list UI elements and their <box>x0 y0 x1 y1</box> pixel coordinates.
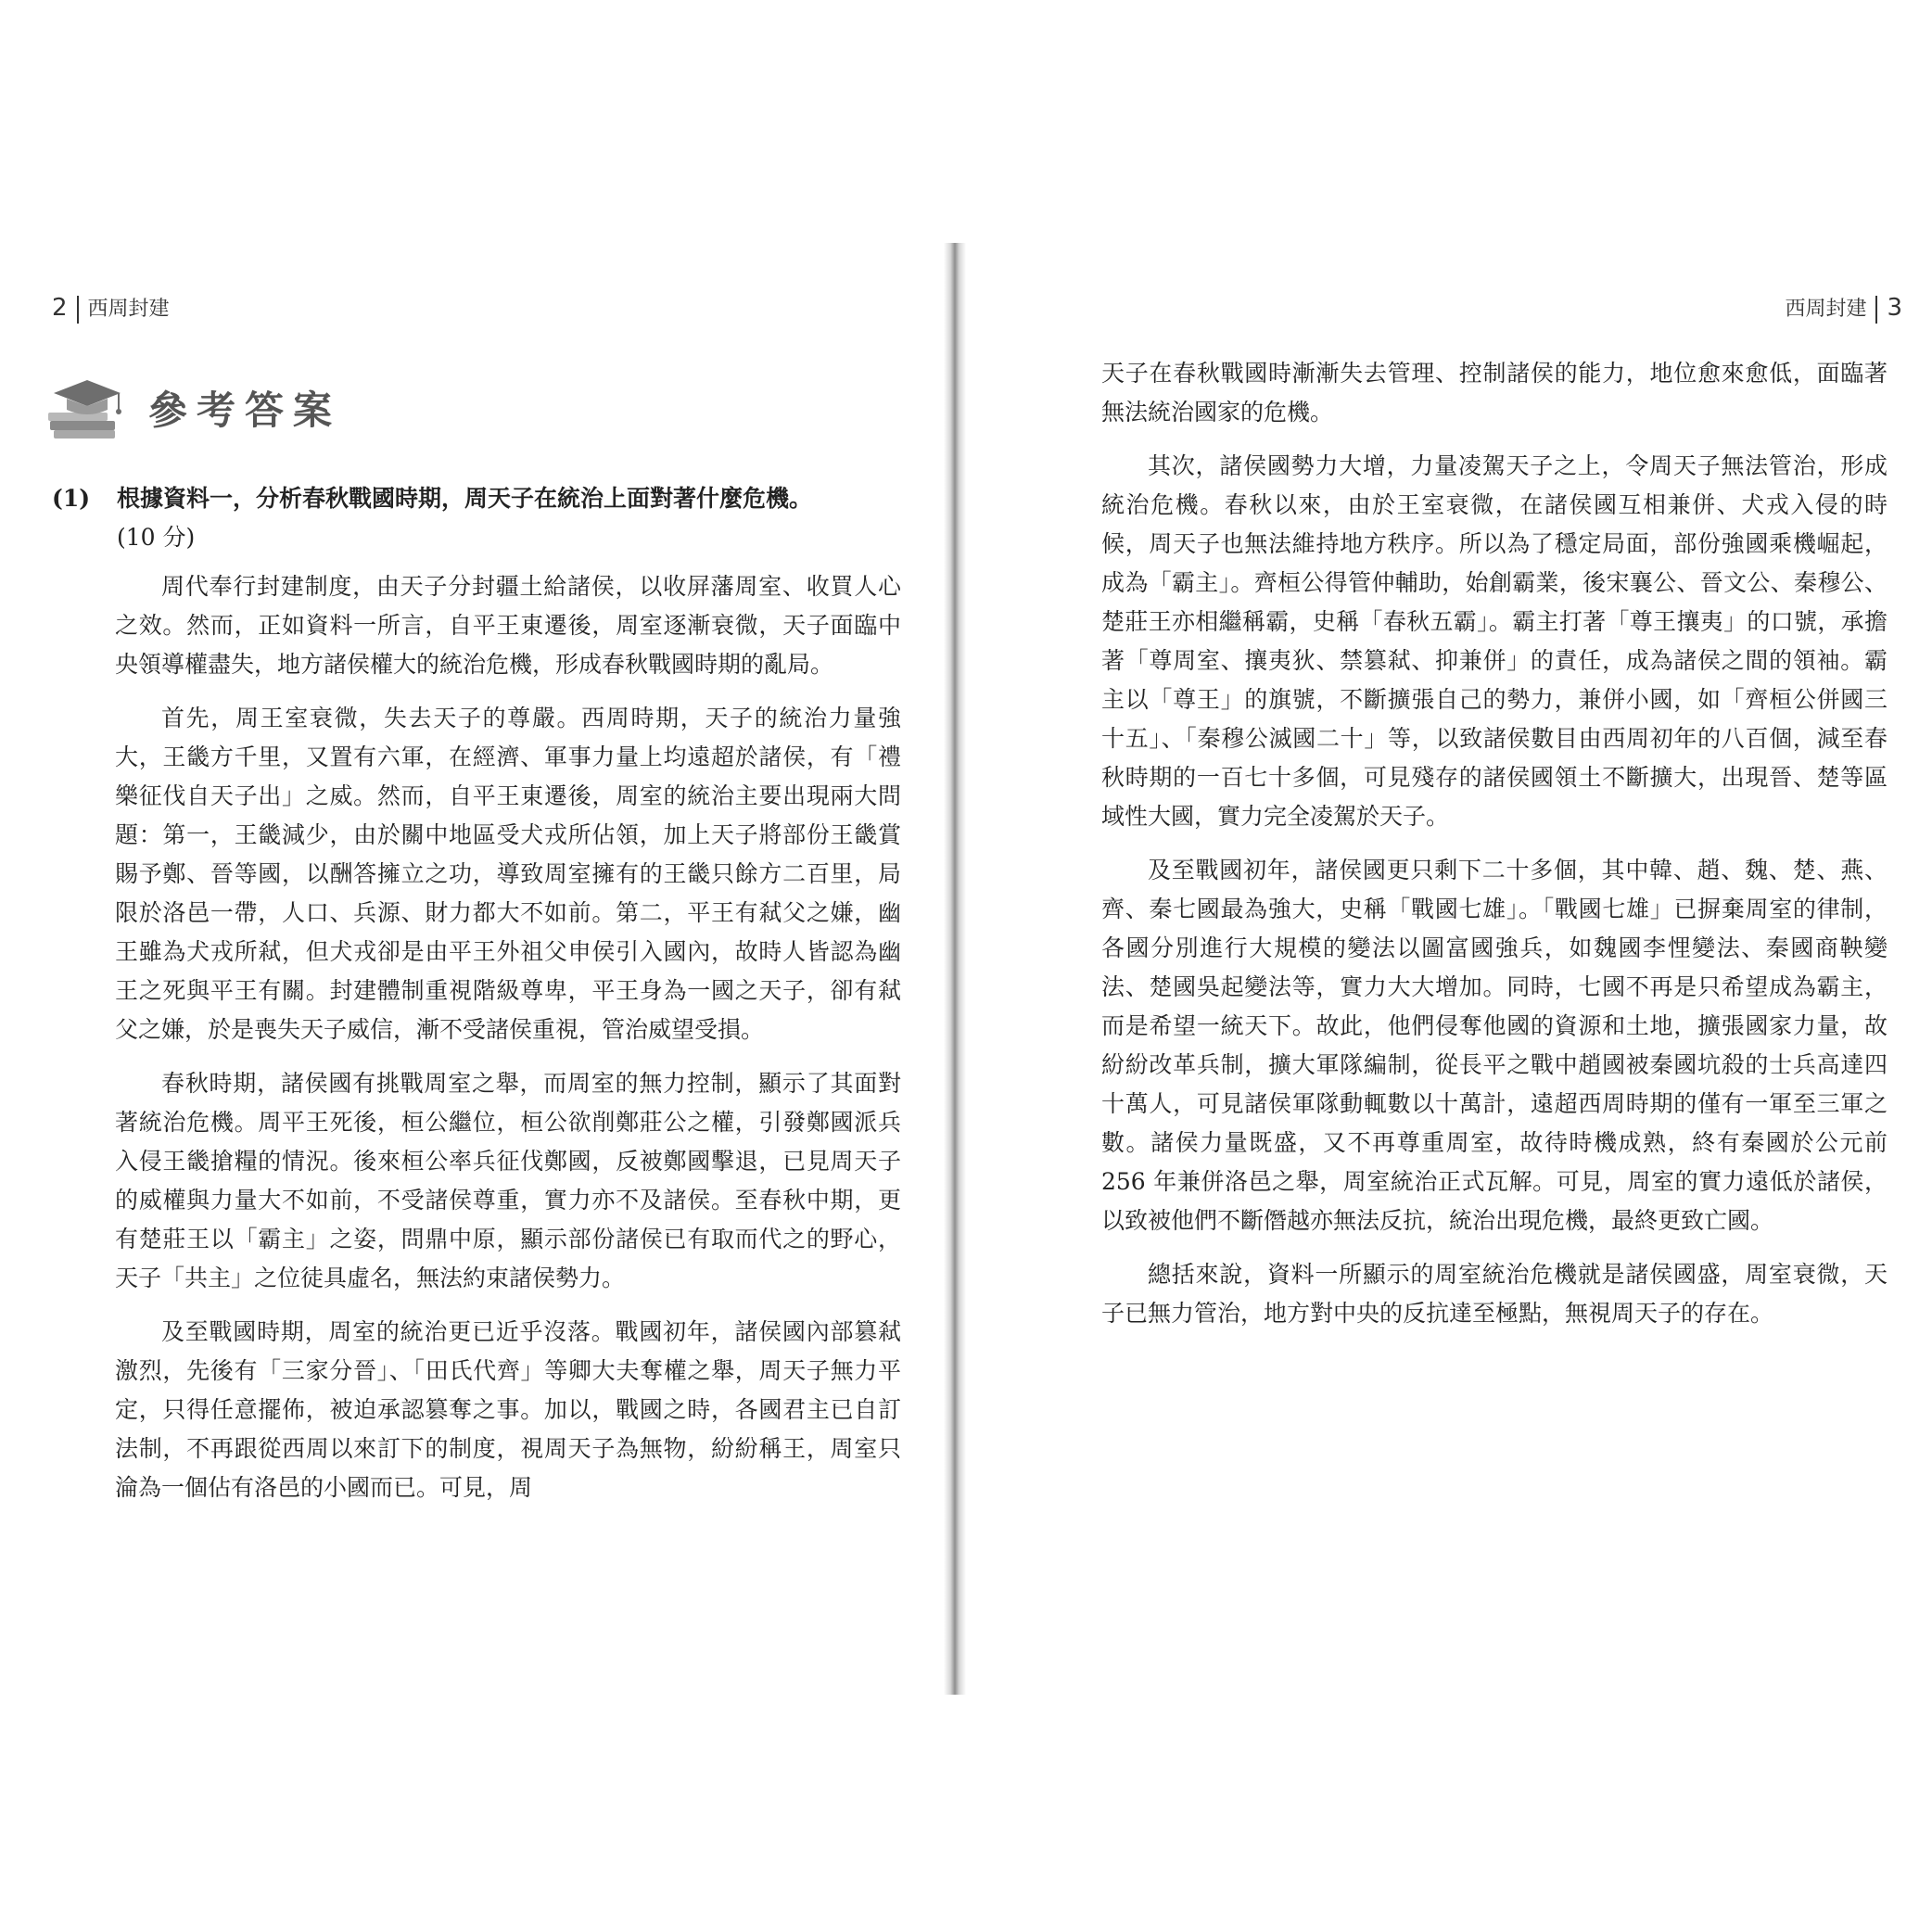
header-divider <box>77 296 79 324</box>
right-page <box>955 243 1932 1695</box>
answer-paragraph: 及至戰國時期，周室的統治更已近乎沒落。戰國初年，諸侯國內部篡弒激烈，先後有「三家分晉」、「田氏代齊」等卿大夫奪權之舉，周天子無力平定，只得任意擺佈，被迫承認篡奪之事。加以，戰國之時，各國君主已自訂法制，不再跟從西周以來訂下的制度，視周天子為無物，紛紛稱王，周室只淪為一個佔有洛邑的小國而已。可見，周 <box>115 1318 901 1501</box>
answer-heading <box>46 373 341 443</box>
answer-section-title: 參考答案 <box>148 388 342 433</box>
question-number: (1) <box>52 485 91 512</box>
left-chapter-title: 西周封建 <box>87 298 170 321</box>
left-page <box>0 243 955 1695</box>
right-page-number: 3 <box>1887 294 1902 322</box>
right-page-header <box>1785 293 1902 324</box>
left-answer-body <box>115 567 901 1522</box>
graduation-cap-books-icon <box>46 373 124 443</box>
left-page-number: 2 <box>52 294 68 322</box>
left-page-header <box>52 293 170 324</box>
answer-paragraph: 周代奉行封建制度，由天子分封疆土給諸侯，以收屏藩周室、收買人心之效。然而，正如資料一所言，自平王東遷後，周室逐漸衰微，天子面臨中央領導權盡失，地方諸侯權大的統治危機，形成春秋戰國時期的亂局。 <box>115 573 901 678</box>
answer-paragraph: 其次，諸侯國勢力大增，力量凌駕天子之上，令周天子無法管治，形成統治危機。春秋以來，由於王室衰微，在諸侯國互相兼併、犬戎入侵的時候，周天子也無法維持地方秩序。所以為了穩定局面，部份強國乘機崛起，成為「霸主」。齊桓公得管仲輔助，始創霸業，後宋襄公、晉文公、秦穆公、楚莊王亦相繼稱霸，史稱「春秋五霸」。霸主打著「尊王攘夷」的口號，承擔著「尊周室、攘夷狄、禁篡弒、抑兼併」的責任，成為諸侯之間的領袖。霸主以「尊王」的旗號，不斷擴張自己的勢力，兼併小國，如「齊桓公併國三十五」、「秦穆公滅國二十」等，以致諸侯數目由西周初年的八百個，減至春秋時期的一百七十多個，可見殘存的諸侯國領土不斷擴大，出現晉、楚等區域性大國，實力完全凌駕於天子。 <box>1101 452 1888 830</box>
header-divider <box>1875 296 1877 324</box>
question-text: 根據資料一，分析春秋戰國時期，周天子在統治上面對著什麼危機。 <box>117 485 813 512</box>
answer-paragraph: 春秋時期，諸侯國有挑戰周室之舉，而周室的無力控制，顯示了其面對著統治危機。周平王死後，桓公繼位，桓公欲削鄭莊公之權，引發鄭國派兵入侵王畿搶糧的情況。後來桓公率兵征伐鄭國，反被鄭國擊退，已見周天子的威權與力量大不如前，不受諸侯尊重，實力亦不及諸侯。至春秋中期，更有楚莊王以「霸主」之姿，問鼎中原，顯示部份諸侯已有取而代之的野心，天子「共主」之位徒具虛名，無法約束諸侯勢力。 <box>115 1070 901 1291</box>
right-chapter-title: 西周封建 <box>1785 298 1867 321</box>
answer-paragraph-continuation: 天子在春秋戰國時漸漸失去管理、控制諸侯的能力，地位愈來愈低，面臨著無法統治國家的危機。 <box>1101 360 1888 426</box>
question-score: (10 分) <box>117 524 196 551</box>
question-item <box>52 479 905 557</box>
right-answer-body <box>1101 354 1888 1348</box>
answer-paragraph: 及至戰國初年，諸侯國更只剩下二十多個，其中韓、趙、魏、楚、燕、齊、秦七國最為強大，史稱「戰國七雄」。「戰國七雄」已摒棄周室的律制，各國分別進行大規模的變法以圖富國強兵，如魏國李悝變法、秦國商鞅變法、楚國吳起變法等，實力大大增加。同時，七國不再是只希望成為霸主，而是希望一統天下。故此，他們侵奪他國的資源和土地，擴張國家力量，故紛紛改革兵制，擴大軍隊編制，從長平之戰中趙國被秦國坑殺的士兵高達四十萬人，可見諸侯軍隊動輒數以十萬計，遠超西周時期的僅有一軍至三軍之數。諸侯力量既盛，又不再尊重周室，故待時機成熟，終有秦國於公元前 256 年兼併洛邑之舉，周室統治正式瓦解。可見，周室的實力遠低於諸侯，以致被他們不斷僭越亦無法反抗，統治出現危機，最終更致亡國。 <box>1101 857 1888 1234</box>
answer-paragraph: 首先，周王室衰微，失去天子的尊嚴。西周時期，天子的統治力量強大，王畿方千里，又置有六軍，在經濟、軍事力量上均遠超於諸侯，有「禮樂征伐自天子出」之威。然而，自平王東遷後，周室的統治主要出現兩大問題：第一，王畿減少，由於關中地區受犬戎所佔領，加上天子將部份王畿賞賜予鄭、晉等國，以酬答擁立之功，導致周室擁有的王畿只餘方二百里，局限於洛邑一帶，人口、兵源、財力都大不如前。第二，平王有弒父之嫌，幽王雖為犬戎所弒，但犬戎卻是由平王外祖父申侯引入國內，故時人皆認為幽王之死與平王有關。封建體制重視階級尊卑，平王身為一國之天子，卻有弒父之嫌，於是喪失天子威信，漸不受諸侯重視，管治威望受損。 <box>115 705 901 1043</box>
book-spine <box>944 243 966 1695</box>
answer-paragraph: 總括來說，資料一所顯示的周室統治危機就是諸侯國盛，周室衰微，天子已無力管治，地方對中央的反抗達至極點，無視周天子的存在。 <box>1101 1261 1888 1327</box>
